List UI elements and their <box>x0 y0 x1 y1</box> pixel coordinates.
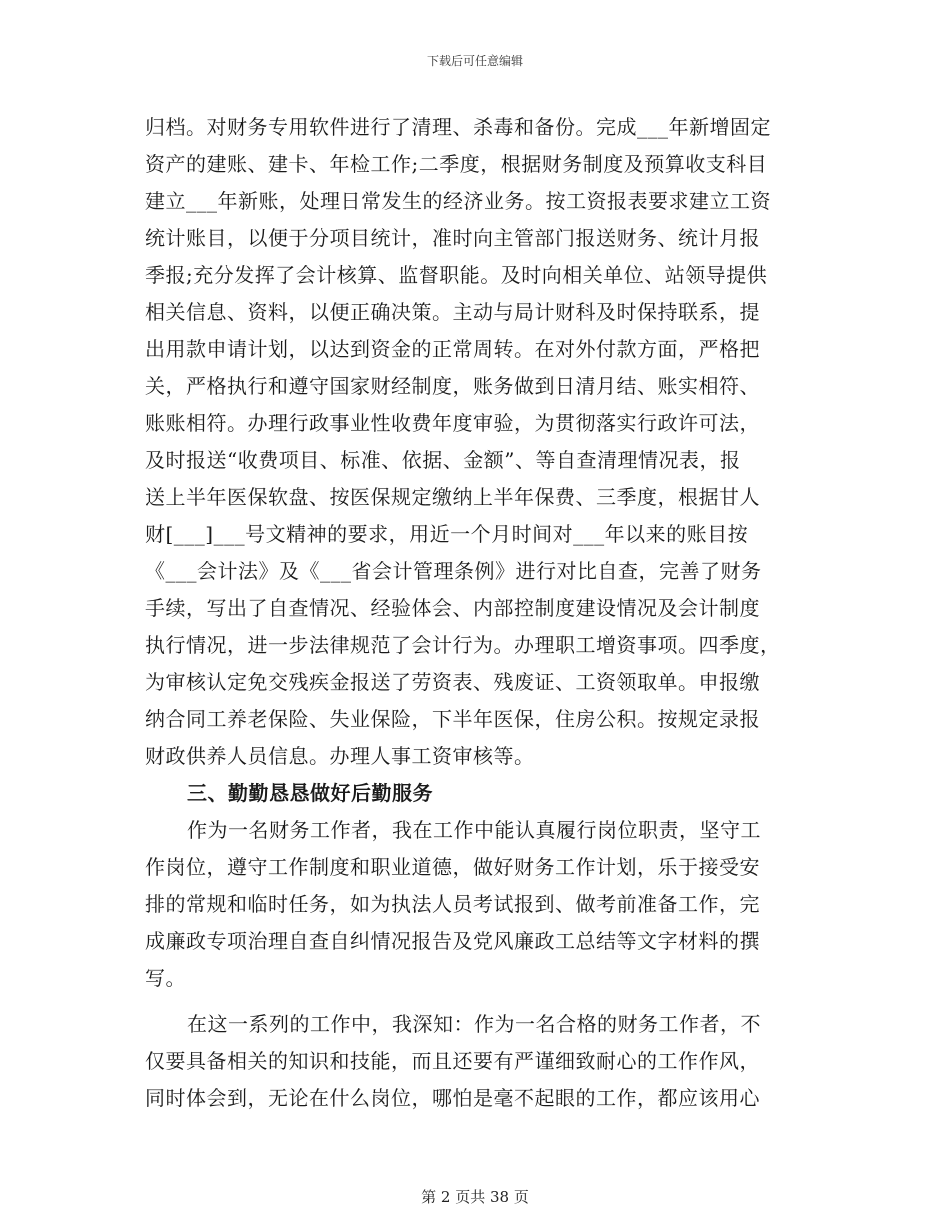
paragraph-line: 排的常规和临时任务，如为执法人员考试报到、做考前准备工作，完 <box>145 892 760 916</box>
section-heading: 三、勤勤恳恳做好后勤服务 <box>187 781 433 805</box>
body-line: 账账相符。办理行政事业性收费年度审验，为贯彻落实行政许可法， <box>145 411 760 435</box>
body-line: 及时报送“收费项目、标准、依据、金额”、等自查清理情况表，报 <box>145 448 741 472</box>
body-line: 财政供养人员信息。办理人事工资审核等。 <box>145 744 535 768</box>
body-line: 执行情况，进一步法律规范了会计行为。办理职工增资事项。四季度， <box>145 633 781 657</box>
paragraph-line: 在这一系列的工作中，我深知：作为一名合格的财务工作者，不 <box>187 1012 761 1036</box>
document-body <box>145 109 805 1117</box>
paragraph-spacer <box>145 997 805 1006</box>
body-line: 统计账目，以便于分项目统计，准时向主管部门报送财务、统计月报 <box>145 226 760 250</box>
body-line: 关，严格执行和遵守国家财经制度，账务做到日清月结、账实相符、 <box>145 374 760 398</box>
body-line: 相关信息、资料，以便正确决策。主动与局计财科及时保持联系，提 <box>145 300 760 324</box>
body-line: 财[___]___号文精神的要求，用近一个月时间对___年以来的账目按 <box>145 522 749 546</box>
body-line: 出用款申请计划，以达到资金的正常周转。在对外付款方面，严格把 <box>145 337 760 361</box>
body-line: 送上半年医保软盘、按医保规定缴纳上半年保费、三季度，根据甘人 <box>145 485 760 509</box>
body-line: 为审核认定免交残疾金报送了劳资表、残废证、工资领取单。申报缴 <box>145 670 760 694</box>
body-line: 《___会计法》及《___省会计管理条例》进行对比自查，完善了财务 <box>145 559 762 583</box>
paragraph-line: 写。 <box>145 966 186 990</box>
body-line: 纳合同工养老保险、失业保险，下半年医保，住房公积。按规定录报 <box>145 707 760 731</box>
body-line: 归档。对财务专用软件进行了清理、杀毒和备份。完成___年新增固定 <box>145 115 771 139</box>
paragraph-line: 成廉政专项治理自查自纠情况报告及党风廉政工总结等文字材料的撰 <box>145 929 760 953</box>
paragraph-line: 仅要具备相关的知识和技能，而且还要有严谨细致耐心的工作作风， <box>145 1049 760 1073</box>
paragraph-line: 同时体会到，无论在什么岗位，哪怕是毫不起眼的工作，都应该用心 <box>145 1086 760 1110</box>
body-line: 季报;充分发挥了会计核算、监督职能。及时向相关单位、站领导提供 <box>145 263 768 287</box>
page-footer: 第 2 页共 38 页 <box>421 1188 529 1206</box>
page-header: 下载后可任意编辑 <box>426 54 523 68</box>
body-line: 手续，写出了自查情况、经验体会、内部控制度建设情况及会计制度 <box>145 596 760 620</box>
paragraph-line: 作为一名财务工作者，我在工作中能认真履行岗位职责，坚守工 <box>187 818 761 842</box>
paragraph-line: 作岗位，遵守工作制度和职业道德，做好财务工作计划，乐于接受安 <box>145 855 760 879</box>
body-line: 建立___年新账，处理日常发生的经济业务。按工资报表要求建立工资 <box>145 189 771 213</box>
body-line: 资产的建账、建卡、年检工作;二季度，根据财务制度及预算收支科目 <box>145 152 768 176</box>
